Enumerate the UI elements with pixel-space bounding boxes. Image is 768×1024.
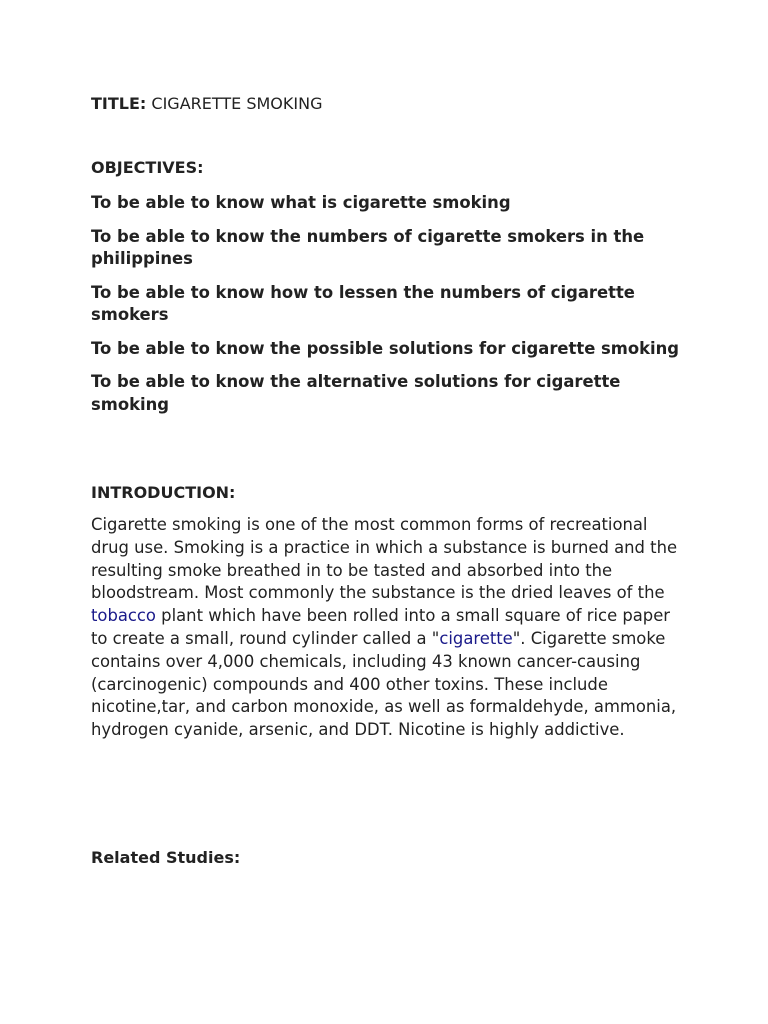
- objective-item: To be able to know the alternative solutions for cigarette smoking: [91, 372, 621, 414]
- objectives-list: [91, 192, 681, 427]
- objective-item: To be able to know what is cigarette smoking: [91, 193, 511, 212]
- tobacco-link[interactable]: tobacco: [91, 606, 156, 626]
- objective-item: To be able to know how to lessen the numbers of cigarette smokers: [91, 282, 635, 324]
- title-label: TITLE:: [91, 94, 147, 113]
- introduction-heading: INTRODUCTION:: [91, 483, 236, 502]
- intro-text-part: Cigarette smoking is one of the most common forms of recreational drug use. Smoking is a practice in which a substance is burned and the resulting smoke breathed in to be tasted and absorbed into the bloodstream. Most commonly the substance is the dried leaves of the: [91, 515, 678, 603]
- intro-text-part: ". Cigarette smoke contains over 4,000 chemicals, including 43 known cancer-causing (carcinogenic) compounds and 400 other toxins. These include nicotine,tar, and carbon monoxide, as well as formaldehyde, ammonia, hydrogen cyanide, arsenic, and DDT. Nicotine is highly addictive.: [91, 628, 677, 740]
- objective-item: To be able to know the possible solutions for cigarette smoking: [91, 338, 680, 358]
- intro-text-part: plant which have been rolled into a small square of rice paper to create a small, round cylinder called a ": [91, 606, 671, 648]
- objectives-heading: OBJECTIVES:: [91, 158, 204, 177]
- related-studies-heading: Related Studies:: [91, 848, 241, 867]
- cigarette-link[interactable]: cigarette: [439, 628, 513, 648]
- title-value: CIGARETTE SMOKING: [151, 94, 323, 113]
- document-title: [91, 94, 322, 114]
- introduction-paragraph: [91, 514, 681, 742]
- objective-item: To be able to know the numbers of cigarette smokers in the philippines: [91, 226, 645, 268]
